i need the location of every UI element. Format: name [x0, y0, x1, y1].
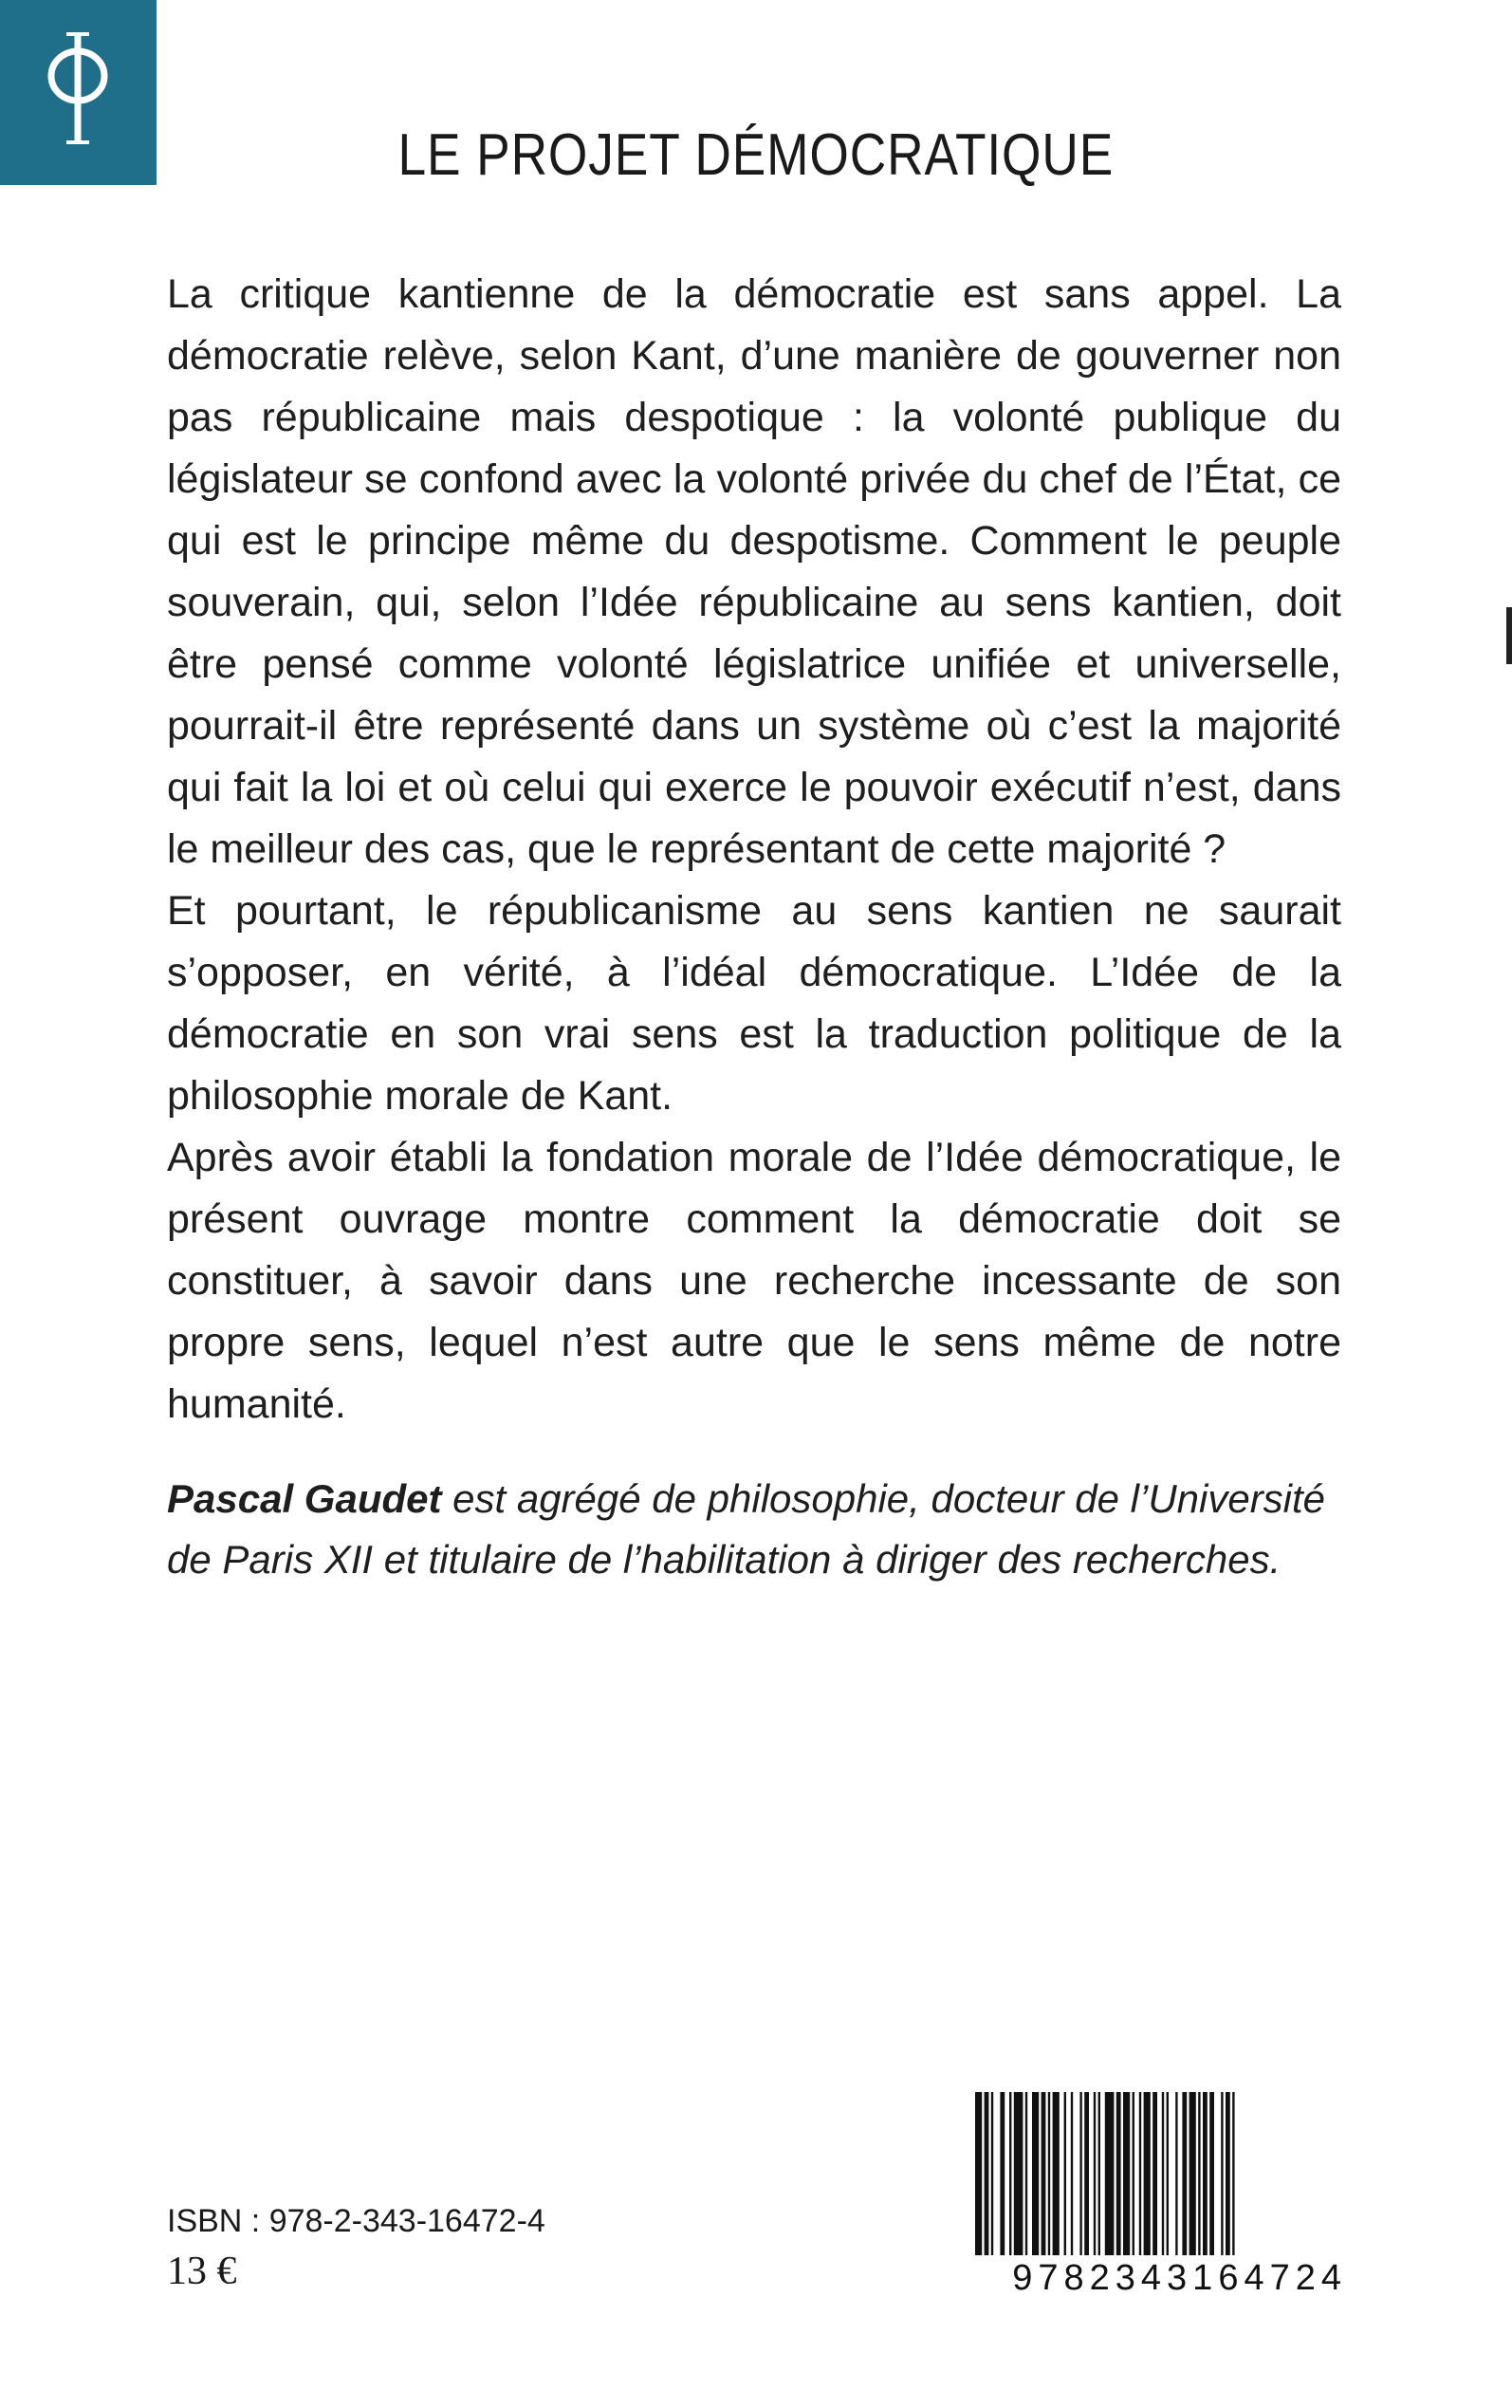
barcode-bar [1084, 2092, 1089, 2255]
barcode-bar [1025, 2092, 1027, 2255]
barcode-bar [1182, 2092, 1187, 2255]
barcode-bar [1152, 2092, 1157, 2255]
barcode-bar [1009, 2092, 1011, 2255]
barcode-bar [1133, 2092, 1134, 2255]
barcode-bar [1203, 2092, 1208, 2255]
barcode-bar [1098, 2092, 1100, 2255]
author-name: Pascal Gaudet [167, 1476, 442, 1521]
barcode-bar [1144, 2092, 1151, 2255]
summary-paragraph: Après avoir établi la fondation morale de l’Idée démocratique, le présent ouvrage montre comment la démocratie doit se constituer, à savoir dans une recherche incessante de son propre sens, lequel n’est autre que le sens même de notre humanité. [167, 1135, 1341, 1427]
edge-mark [1506, 607, 1512, 664]
barcode-bar [1226, 2092, 1230, 2255]
summary-paragraph: La critique kantienne de la démocratie est sans appel. La démocratie relève, selon Kant, d’une manière de gouverner non pas républicaine mais despotique : la volonté publique du législateur se confond avec la volonté privée du chef de l’État, ce qui est le principe même du despotisme. Comment le peuple souverain, qui, selon l’Idée républicaine au sens kantien, doit être pensé comme volonté législatrice unifiée et universelle, pourrait-il être représenté dans un système où c’est la majorité qui fait la loi et où celui qui exerce le pouvoir exécutif n’est, dans le meilleur des cas, que le représentant de cette majorité ? [167, 271, 1341, 872]
barcode-bar [1162, 2092, 1164, 2255]
back-cover-summary [167, 264, 1341, 1436]
barcode-bar [1094, 2092, 1096, 2255]
barcode-bar [1167, 2092, 1169, 2255]
price-label: 13 € [167, 2250, 237, 2293]
barcode-bar [1014, 2092, 1023, 2255]
barcode-bar [1123, 2092, 1130, 2255]
barcode-digits: 9782343164724 [1012, 2258, 1347, 2298]
barcode-bar [1053, 2092, 1060, 2255]
barcode-bar [1105, 2092, 1115, 2255]
barcode-bar [1198, 2092, 1200, 2255]
barcode-bar [1116, 2092, 1121, 2255]
barcode-bar [1000, 2092, 1005, 2255]
book-title: LE PROJET DÉMOCRATIQUE [397, 122, 1115, 188]
barcode-bar [1071, 2092, 1073, 2255]
barcode-bar [1209, 2092, 1214, 2255]
barcode-bar [1042, 2092, 1046, 2255]
barcode-bar [1221, 2092, 1223, 2255]
barcode-bar [985, 2092, 989, 2255]
barcode-bar [1079, 2092, 1081, 2255]
barcode-bar [1032, 2092, 1039, 2255]
barcode-bar [1175, 2092, 1177, 2255]
isbn-label: ISBN : 978-2-343-16472-4 [167, 2203, 545, 2239]
author-bio-text: est agrégé de philosophie, docteur de l’Université de Paris XII et titulaire de l’habilitation à diriger des recherches. [167, 1476, 1326, 1582]
barcode-bar [1064, 2092, 1066, 2255]
barcode-bar [991, 2092, 993, 2255]
summary-paragraph: Et pourtant, le républicanisme au sens kantien ne saurait s’opposer, en vérité, à l’idéal démocratique. L’Idée de la démocratie en son vrai sens est la traduction politique de la philosophie morale de Kant. [167, 888, 1341, 1119]
barcode-bar [975, 2092, 982, 2255]
barcode-bar [1232, 2092, 1234, 2255]
author-bio [167, 1469, 1341, 1590]
barcode-bar [1139, 2092, 1141, 2255]
barcode-bar [1189, 2092, 1196, 2255]
barcode-bar [1048, 2092, 1050, 2255]
